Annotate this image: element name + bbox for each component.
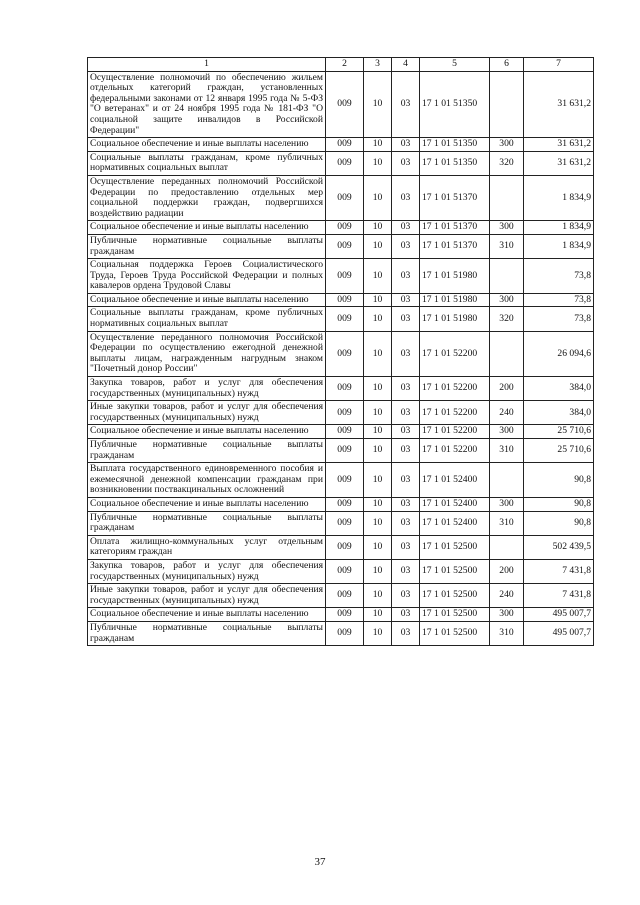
cell-subsection: 03 (392, 293, 420, 307)
cell-section: 10 (364, 151, 392, 175)
cell-expense-type: 300 (490, 293, 524, 307)
cell-subsection: 03 (392, 439, 420, 463)
cell-ministry: 009 (326, 293, 364, 307)
cell-target-code: 17 1 01 52500 (420, 608, 490, 622)
cell-expense-type: 240 (490, 584, 524, 608)
cell-target-code: 17 1 01 52500 (420, 584, 490, 608)
cell-target-code: 17 1 01 52500 (420, 559, 490, 583)
cell-name: Закупка товаров, работ и услуг для обеспечения государственных (муниципальных) нужд (88, 559, 326, 583)
cell-subsection: 03 (392, 234, 420, 258)
cell-section: 10 (364, 377, 392, 401)
table-row (88, 259, 594, 294)
cell-target-code: 17 1 01 52200 (420, 439, 490, 463)
cell-expense-type: 310 (490, 621, 524, 645)
cell-expense-type (490, 535, 524, 559)
cell-name: Оплата жилищно-коммунальных услуг отдельным категориям граждан (88, 535, 326, 559)
cell-ministry: 009 (326, 497, 364, 511)
table-row (88, 234, 594, 258)
cell-ministry: 009 (326, 175, 364, 220)
header-col-6: 6 (490, 58, 524, 72)
cell-section: 10 (364, 621, 392, 645)
cell-subsection: 03 (392, 559, 420, 583)
cell-name: Социальное обеспечение и иные выплаты населению (88, 221, 326, 235)
cell-subsection: 03 (392, 401, 420, 425)
cell-amount: 73,8 (524, 259, 594, 294)
cell-amount: 384,0 (524, 401, 594, 425)
cell-expense-type: 300 (490, 608, 524, 622)
table-row (88, 151, 594, 175)
cell-section: 10 (364, 439, 392, 463)
cell-expense-type (490, 175, 524, 220)
cell-expense-type: 320 (490, 307, 524, 331)
cell-target-code: 17 1 01 52200 (420, 377, 490, 401)
cell-name: Социальное обеспечение и иные выплаты населению (88, 138, 326, 152)
table-row (88, 511, 594, 535)
cell-amount: 25 710,6 (524, 425, 594, 439)
cell-target-code: 17 1 01 51980 (420, 259, 490, 294)
cell-subsection: 03 (392, 463, 420, 498)
cell-amount: 26 094,6 (524, 331, 594, 376)
cell-amount: 73,8 (524, 307, 594, 331)
cell-section: 10 (364, 425, 392, 439)
cell-amount: 90,8 (524, 497, 594, 511)
cell-subsection: 03 (392, 535, 420, 559)
cell-name: Публичные нормативные социальные выплаты гражданам (88, 511, 326, 535)
cell-target-code: 17 1 01 51980 (420, 293, 490, 307)
cell-target-code: 17 1 01 52400 (420, 511, 490, 535)
cell-section: 10 (364, 331, 392, 376)
cell-section: 10 (364, 234, 392, 258)
cell-target-code: 17 1 01 52200 (420, 331, 490, 376)
cell-section: 10 (364, 511, 392, 535)
cell-ministry: 009 (326, 425, 364, 439)
cell-expense-type (490, 71, 524, 138)
page-number: 37 (314, 856, 326, 868)
cell-ministry: 009 (326, 331, 364, 376)
budget-table (87, 57, 594, 646)
table-row (88, 535, 594, 559)
cell-ministry: 009 (326, 151, 364, 175)
cell-ministry: 009 (326, 535, 364, 559)
cell-ministry: 009 (326, 511, 364, 535)
cell-section: 10 (364, 221, 392, 235)
cell-subsection: 03 (392, 221, 420, 235)
cell-subsection: 03 (392, 71, 420, 138)
table-row (88, 293, 594, 307)
header-col-2: 2 (326, 58, 364, 72)
cell-section: 10 (364, 401, 392, 425)
cell-subsection: 03 (392, 608, 420, 622)
cell-target-code: 17 1 01 52400 (420, 463, 490, 498)
cell-amount: 1 834,9 (524, 221, 594, 235)
cell-amount: 1 834,9 (524, 234, 594, 258)
table-row (88, 559, 594, 583)
cell-target-code: 17 1 01 51350 (420, 71, 490, 138)
cell-amount: 25 710,6 (524, 439, 594, 463)
cell-target-code: 17 1 01 52200 (420, 401, 490, 425)
cell-name: Социальное обеспечение и иные выплаты населению (88, 497, 326, 511)
header-col-3: 3 (364, 58, 392, 72)
cell-section: 10 (364, 463, 392, 498)
cell-target-code: 17 1 01 52500 (420, 621, 490, 645)
cell-subsection: 03 (392, 497, 420, 511)
cell-expense-type: 310 (490, 439, 524, 463)
cell-expense-type: 300 (490, 497, 524, 511)
cell-section: 10 (364, 559, 392, 583)
cell-expense-type (490, 463, 524, 498)
cell-ministry: 009 (326, 138, 364, 152)
cell-target-code: 17 1 01 51370 (420, 234, 490, 258)
cell-name: Иные закупки товаров, работ и услуг для обеспечения государственных (муниципальных) нужд (88, 584, 326, 608)
cell-expense-type: 300 (490, 138, 524, 152)
cell-ministry: 009 (326, 307, 364, 331)
cell-section: 10 (364, 293, 392, 307)
cell-amount: 495 007,7 (524, 621, 594, 645)
cell-expense-type: 300 (490, 425, 524, 439)
cell-ministry: 009 (326, 584, 364, 608)
cell-expense-type: 300 (490, 221, 524, 235)
cell-name: Социальная поддержка Героев Социалистического Труда, Героев Труда Российской Федерации и полных кавалеров ордена Трудовой Славы (88, 259, 326, 294)
table-row (88, 377, 594, 401)
cell-ministry: 009 (326, 259, 364, 294)
cell-name: Выплата государственного единовременного пособия и ежемесячной денежной компенсации гражданам при возникновении поствакцинальных осложнений (88, 463, 326, 498)
cell-target-code: 17 1 01 51980 (420, 307, 490, 331)
cell-amount: 31 631,2 (524, 138, 594, 152)
cell-subsection: 03 (392, 584, 420, 608)
table-row (88, 138, 594, 152)
table-header-row (88, 58, 594, 72)
cell-target-code: 17 1 01 51370 (420, 175, 490, 220)
cell-name: Иные закупки товаров, работ и услуг для обеспечения государственных (муниципальных) нужд (88, 401, 326, 425)
cell-amount: 384,0 (524, 377, 594, 401)
cell-name: Осуществление переданных полномочий Российской Федерации по предоставлению отдельных мер социальной поддержки граждан, подвергшихся воздействию радиации (88, 175, 326, 220)
header-col-5: 5 (420, 58, 490, 72)
cell-expense-type: 240 (490, 401, 524, 425)
cell-expense-type: 310 (490, 234, 524, 258)
cell-ministry: 009 (326, 621, 364, 645)
header-col-4: 4 (392, 58, 420, 72)
cell-subsection: 03 (392, 425, 420, 439)
cell-name: Социальное обеспечение и иные выплаты населению (88, 425, 326, 439)
cell-amount: 7 431,8 (524, 584, 594, 608)
table-row (88, 221, 594, 235)
table-row (88, 621, 594, 645)
cell-subsection: 03 (392, 138, 420, 152)
cell-subsection: 03 (392, 259, 420, 294)
table-row (88, 608, 594, 622)
cell-amount: 1 834,9 (524, 175, 594, 220)
cell-subsection: 03 (392, 377, 420, 401)
cell-subsection: 03 (392, 331, 420, 376)
cell-subsection: 03 (392, 621, 420, 645)
cell-expense-type: 310 (490, 511, 524, 535)
cell-ministry: 009 (326, 377, 364, 401)
cell-ministry: 009 (326, 401, 364, 425)
cell-expense-type (490, 259, 524, 294)
cell-target-code: 17 1 01 52500 (420, 535, 490, 559)
cell-ministry: 009 (326, 439, 364, 463)
cell-ministry: 009 (326, 559, 364, 583)
table-row (88, 584, 594, 608)
cell-name: Социальные выплаты гражданам, кроме публичных нормативных социальных выплат (88, 151, 326, 175)
cell-name: Социальное обеспечение и иные выплаты населению (88, 293, 326, 307)
cell-amount: 90,8 (524, 463, 594, 498)
cell-amount: 90,8 (524, 511, 594, 535)
cell-target-code: 17 1 01 51350 (420, 151, 490, 175)
table-row (88, 497, 594, 511)
cell-target-code: 17 1 01 51370 (420, 221, 490, 235)
cell-amount: 502 439,5 (524, 535, 594, 559)
cell-section: 10 (364, 497, 392, 511)
cell-name: Осуществление переданного полномочия Российской Федерации по осуществлению ежегодной денежной выплаты лицам, награжденным нагрудным знаком "Почетный донор России" (88, 331, 326, 376)
cell-amount: 7 431,8 (524, 559, 594, 583)
cell-section: 10 (364, 71, 392, 138)
cell-amount: 31 631,2 (524, 151, 594, 175)
cell-section: 10 (364, 175, 392, 220)
cell-section: 10 (364, 608, 392, 622)
cell-subsection: 03 (392, 511, 420, 535)
cell-subsection: 03 (392, 175, 420, 220)
cell-name: Социальные выплаты гражданам, кроме публичных нормативных социальных выплат (88, 307, 326, 331)
cell-target-code: 17 1 01 51350 (420, 138, 490, 152)
cell-target-code: 17 1 01 52200 (420, 425, 490, 439)
cell-amount: 73,8 (524, 293, 594, 307)
cell-name: Закупка товаров, работ и услуг для обеспечения государственных (муниципальных) нужд (88, 377, 326, 401)
table-row (88, 71, 594, 138)
cell-section: 10 (364, 584, 392, 608)
cell-expense-type: 200 (490, 559, 524, 583)
cell-subsection: 03 (392, 151, 420, 175)
cell-section: 10 (364, 259, 392, 294)
cell-amount: 31 631,2 (524, 71, 594, 138)
table-row (88, 401, 594, 425)
cell-section: 10 (364, 307, 392, 331)
table-row (88, 439, 594, 463)
cell-name: Публичные нормативные социальные выплаты гражданам (88, 621, 326, 645)
header-col-1: 1 (88, 58, 326, 72)
cell-ministry: 009 (326, 221, 364, 235)
cell-ministry: 009 (326, 71, 364, 138)
table-row (88, 331, 594, 376)
cell-name: Осуществление полномочий по обеспечению жильем отдельных категорий граждан, установленных федеральными законами от 12 января 1995 года № 5-ФЗ "О ветеранах" и от 24 ноября 1995 года № 181-ФЗ "О социальной защите инвалидов в Российской Федерации" (88, 71, 326, 138)
cell-subsection: 03 (392, 307, 420, 331)
cell-target-code: 17 1 01 52400 (420, 497, 490, 511)
table-row (88, 425, 594, 439)
cell-ministry: 009 (326, 463, 364, 498)
cell-ministry: 009 (326, 234, 364, 258)
table-row (88, 463, 594, 498)
cell-expense-type (490, 331, 524, 376)
header-col-7: 7 (524, 58, 594, 72)
cell-name: Публичные нормативные социальные выплаты гражданам (88, 234, 326, 258)
table-row (88, 175, 594, 220)
cell-section: 10 (364, 535, 392, 559)
cell-name: Публичные нормативные социальные выплаты гражданам (88, 439, 326, 463)
cell-expense-type: 200 (490, 377, 524, 401)
cell-section: 10 (364, 138, 392, 152)
cell-expense-type: 320 (490, 151, 524, 175)
table-row (88, 307, 594, 331)
cell-ministry: 009 (326, 608, 364, 622)
cell-name: Социальное обеспечение и иные выплаты населению (88, 608, 326, 622)
cell-amount: 495 007,7 (524, 608, 594, 622)
